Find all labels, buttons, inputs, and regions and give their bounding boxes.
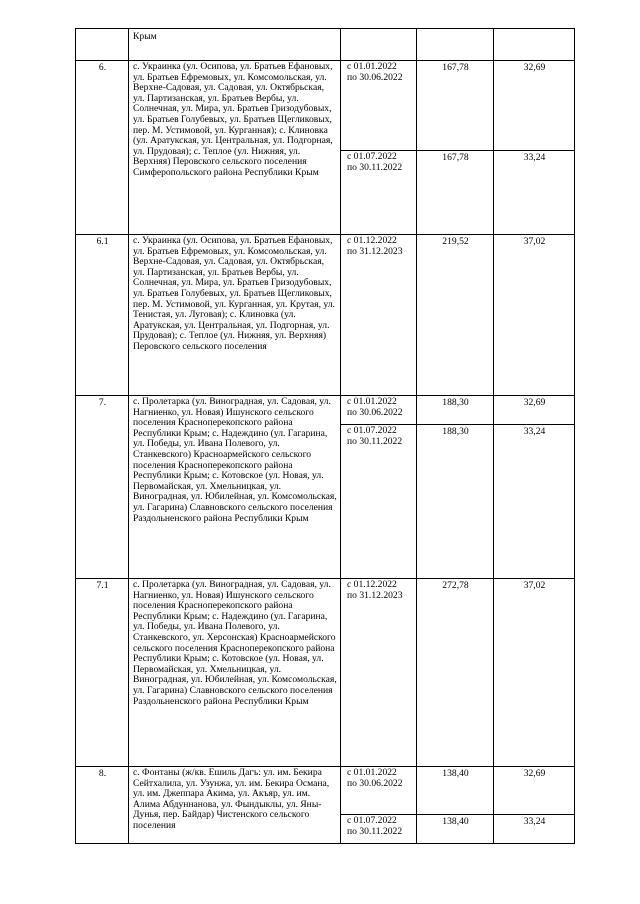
period-to: по 31.12.2023	[347, 245, 403, 257]
value-cell: 32,69	[494, 396, 575, 425]
value-cell: 33,24	[494, 815, 575, 844]
period-cell	[341, 235, 417, 396]
locality-description: с. Пролетарка (ул. Виноградная, ул. Садовая, ул. Нагниенко, ул. Новая) Ишунского сельского поселения Красноперекопского района Республики Крым; с. Надеждино (ул. Гагарина, ул. Победы, ул. Ивана Полевого, ул. Станкевского, ул. Херсонская) Красноармейского сельского поселения Красноперекопского района Республики Крым; с. Котовское (ул. Новая, ул. Первомайская, ул. Хмельницкая, ул. Виноградная, ул. Юбилейная, ул. Комсомольская, ул. Гагарина) Славновского сельского поселения Раздольненского района Республики Крым	[129, 579, 341, 767]
tariff-cell: 219,52	[417, 235, 494, 396]
period-from: с 01.12.2022	[347, 235, 397, 246]
period-cell	[341, 29, 417, 61]
tariff-cell: 272,78	[417, 579, 494, 767]
value-cell: 37,02	[494, 579, 575, 767]
locality-description: Крым	[129, 29, 341, 61]
locality-description: с. Украинка (ул. Осипова, ул. Братьев Ефановых, ул. Братьев Ефремовых, ул. Комсомольская, ул. Верхне-Садовая, ул. Садовая, ул. Октябрьская, ул. Партизанская, ул. Братьев Вербы, ул. Солнечная, ул. Мира, ул. Братьев Гризодубовых, ул. Братьев Голубевых, ул. Братьев Щегликовых, пер. М. Устимовой, ул. Курганная, ул. Крутая, ул. Тенистая, ул. Луговая); с. Клиновка (ул. Аратукская, ул. Центральная, ул. Подгорная, ул. Прудовая); с. Теплое (ул. Нижняя, ул. Верхняя) Перовского сельского поселения	[129, 235, 341, 396]
period-to: по 31.12.2023	[347, 589, 403, 601]
table-row	[76, 579, 575, 767]
value-cell	[494, 29, 575, 61]
tariff-cell: 167,78	[417, 151, 494, 235]
table-row	[76, 29, 575, 61]
table-row	[76, 235, 575, 396]
table-row	[76, 61, 575, 151]
period-cell	[341, 396, 417, 425]
period-from: с 01.07.2022	[347, 151, 397, 162]
period-cell	[341, 425, 417, 579]
tariff-cell: 138,40	[417, 767, 494, 815]
tariff-cell: 167,78	[417, 61, 494, 151]
locality-description: с. Пролетарка (ул. Виноградная, ул. Садовая, ул. Нагниенко, ул. Новая) Ишунского сельского поселения Красноперекопского района Республики Крым; с. Надеждино (ул. Гагарина, ул. Победы, ул. Ивана Полевого, ул. Станкевского) Красноармейского сельского поселения Красноперекопского района Республики Крым; с. Котовское (ул. Новая, ул. Первомайская, ул. Хмельницкая, ул. Виноградная, ул. Юбилейная, ул. Комсомольская, ул. Гагарина) Славновского сельского поселения Раздольненского района Республики Крым	[129, 396, 341, 579]
row-number: 8.	[76, 767, 129, 844]
table-row	[76, 396, 575, 425]
tariff-cell: 188,30	[417, 425, 494, 579]
locality-description: с. Украинка (ул. Осипова, ул. Братьев Ефановых, ул. Братьев Ефремовых, ул. Комсомольская, ул. Верхне-Садовая, ул. Садовая, ул. Октябрьская, ул. Партизанская, ул. Братьев Вербы, ул. Солнечная, ул. Мира, ул. Братьев Гризодубовых, ул. Братьев Голубевых, ул. Братьев Щегликовых, пер. М. Устимовой, ул. Курганная); с. Клиновка (ул. Аратукская, ул. Центральная, ул. Подгорная, ул. Прудовая); с. Теплое (ул. Нижняя, ул. Верхняя) Перовского сельского поселения Симферопольского района Республики Крым	[129, 61, 341, 235]
row-number	[76, 29, 129, 61]
value-cell: 32,69	[494, 61, 575, 151]
locality-description: с. Фонтаны (ж/кв. Ешиль Дагъ: ул. им. Бекира Сейтхалила, ул. Узунжа, ул. им. Бекира Османа, ул. им. Джеппара Акима, ул. Акъяр, ул. им. Алима Абдуннанова, ул. Фындыклы, ул. Яны-Дунья, пер. Байдар) Чистенского сельского поселения	[129, 767, 341, 844]
row-number: 7.1	[76, 579, 129, 767]
period-from: с 01.07.2022	[347, 425, 397, 436]
period-cell	[341, 579, 417, 767]
value-cell: 33,24	[494, 425, 575, 579]
value-cell: 33,24	[494, 151, 575, 235]
period-to: по 30.11.2022	[347, 435, 403, 447]
period-from: с 01.01.2022	[347, 767, 397, 778]
period-to: по 30.11.2022	[347, 825, 403, 837]
period-from: с 01.01.2022	[347, 396, 397, 407]
tariff-cell: 138,40	[417, 815, 494, 844]
period-from: с 01.12.2022	[347, 579, 397, 590]
tariff-cell	[417, 29, 494, 61]
period-to: по 30.06.2022	[347, 71, 403, 83]
tariff-table	[75, 28, 575, 844]
period-cell	[341, 767, 417, 815]
period-to: по 30.06.2022	[347, 406, 403, 418]
value-cell: 32,69	[494, 767, 575, 815]
row-number: 6.1	[76, 235, 129, 396]
period-from: с 01.07.2022	[347, 815, 397, 826]
row-number: 7.	[76, 396, 129, 579]
period-to: по 30.11.2022	[347, 161, 403, 173]
period-cell	[341, 151, 417, 235]
period-cell	[341, 61, 417, 151]
value-cell: 37,02	[494, 235, 575, 396]
period-to: по 30.06.2022	[347, 777, 403, 789]
tariff-cell: 188,30	[417, 396, 494, 425]
period-from: с 01.01.2022	[347, 61, 397, 72]
period-cell	[341, 815, 417, 844]
table-row	[76, 767, 575, 815]
row-number: 6.	[76, 61, 129, 235]
